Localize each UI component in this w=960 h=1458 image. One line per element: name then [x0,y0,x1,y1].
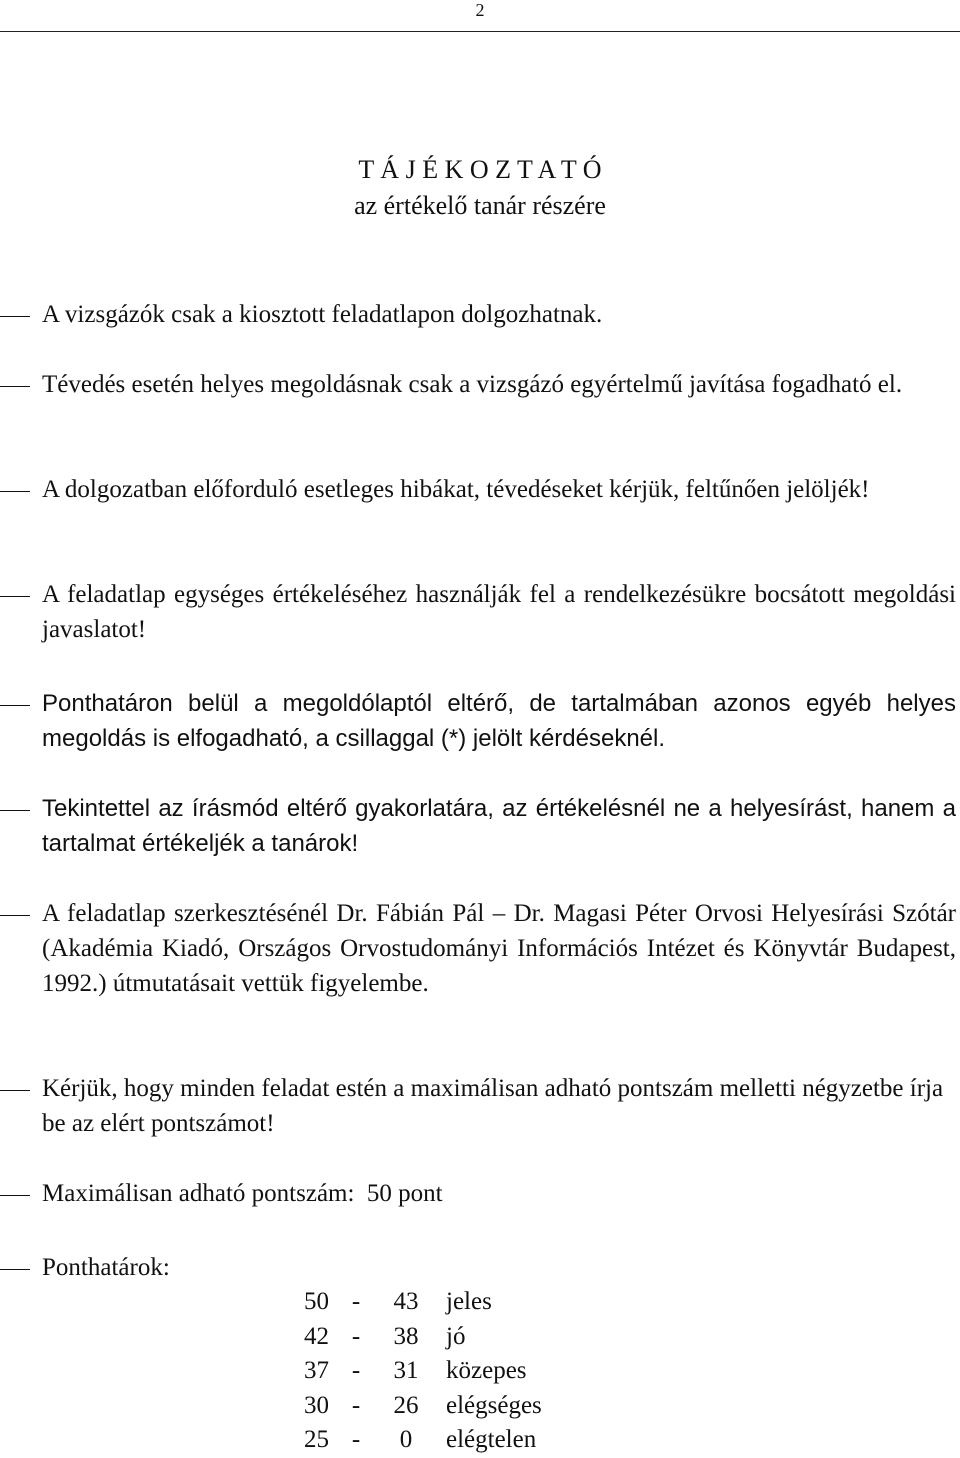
grade-separator: - [351,1357,361,1384]
list-item-text: Ponthatárok: [42,1254,170,1281]
grade-label: jó [446,1322,466,1350]
grade-to: 26 [393,1391,419,1419]
table-row [304,1285,542,1320]
grade-separator: - [351,1426,361,1453]
grade-to: 0 [399,1426,413,1453]
grade-label: elégtelen [446,1426,537,1453]
dash-bullet-icon [0,386,30,387]
grade-from: 25 [304,1426,329,1453]
grade-separator: - [351,1322,361,1350]
list-item-text: Tekintettel az írásmód eltérő gyakorlatára, az értékelésnél ne a helyesírást, hanem a tartalmat értékeljék a tanárok! [42,795,956,857]
list-item-text: A feladatlap szerkesztésénél Dr. Fábián Pál – Dr. Magasi Péter Orvosi Helyesírási Szótár (Akadémia Kiadó, Országos Orvostudományi Információs Intézet és Könyvtár Budapest, 1992.) útmutatásait vettük figyelembe. [42,900,956,997]
list-item-text: A feladatlap egységes értékeléséhez használják fel a rendelkezésükre bocsátott megoldási javaslatot! [42,581,956,643]
table-row [304,1354,542,1389]
page-number: 2 [475,0,485,20]
grade-from: 50 [304,1288,329,1315]
grade-from: 30 [304,1391,329,1419]
list-item-text: Kérjük, hogy minden feladat estén a maximálisan adható pontszám melletti négyzetbe írja be az elért pontszámot! [42,1075,944,1137]
document-subtitle: az értékelő tanár részére [354,191,606,220]
list-item-text: Ponthatáron belül a megoldólaptól eltérő, de tartalmában azonos egyéb helyes megoldás is elfogadható, a csillaggal (*) jelölt kérdéseknél. [42,690,956,752]
grade-label: közepes [446,1357,527,1384]
grade-to: 31 [393,1357,419,1384]
dash-bullet-icon [0,491,30,492]
grade-from: 42 [304,1322,329,1350]
dash-bullet-icon [0,705,30,706]
grade-to: 38 [393,1322,419,1350]
table-row [304,1423,542,1458]
grade-separator: - [351,1391,361,1419]
table-row [304,1389,542,1424]
dash-bullet-icon [0,810,30,811]
dash-bullet-icon [0,1195,30,1196]
list-item-text: A dolgozatban előforduló esetleges hibákat, tévedéseket kérjük, feltűnően jelöljék! [42,476,870,503]
dash-bullet-icon [0,1269,30,1270]
header-rule [0,31,960,32]
grade-label: elégséges [446,1391,542,1419]
table-row [304,1320,542,1355]
list-item-text: Maximálisan adható pontszám: 50 pont [42,1180,443,1207]
document-title: T Á J É K O Z T A T Ó [358,155,602,184]
dash-bullet-icon [0,596,30,597]
dash-bullet-icon [0,1090,30,1091]
grade-separator: - [351,1288,361,1315]
dash-bullet-icon [0,316,30,317]
grade-from: 37 [304,1357,329,1384]
dash-bullet-icon [0,915,30,916]
grade-table [304,1285,542,1458]
list-item-text: Tévedés esetén helyes megoldásnak csak a vizsgázó egyértelmű javítása fogadható el. [42,371,903,398]
grade-label: jeles [446,1288,492,1315]
grade-to: 43 [393,1288,419,1315]
list-item-text: A vizsgázók csak a kiosztott feladatlapon dolgozhatnak. [42,301,603,328]
